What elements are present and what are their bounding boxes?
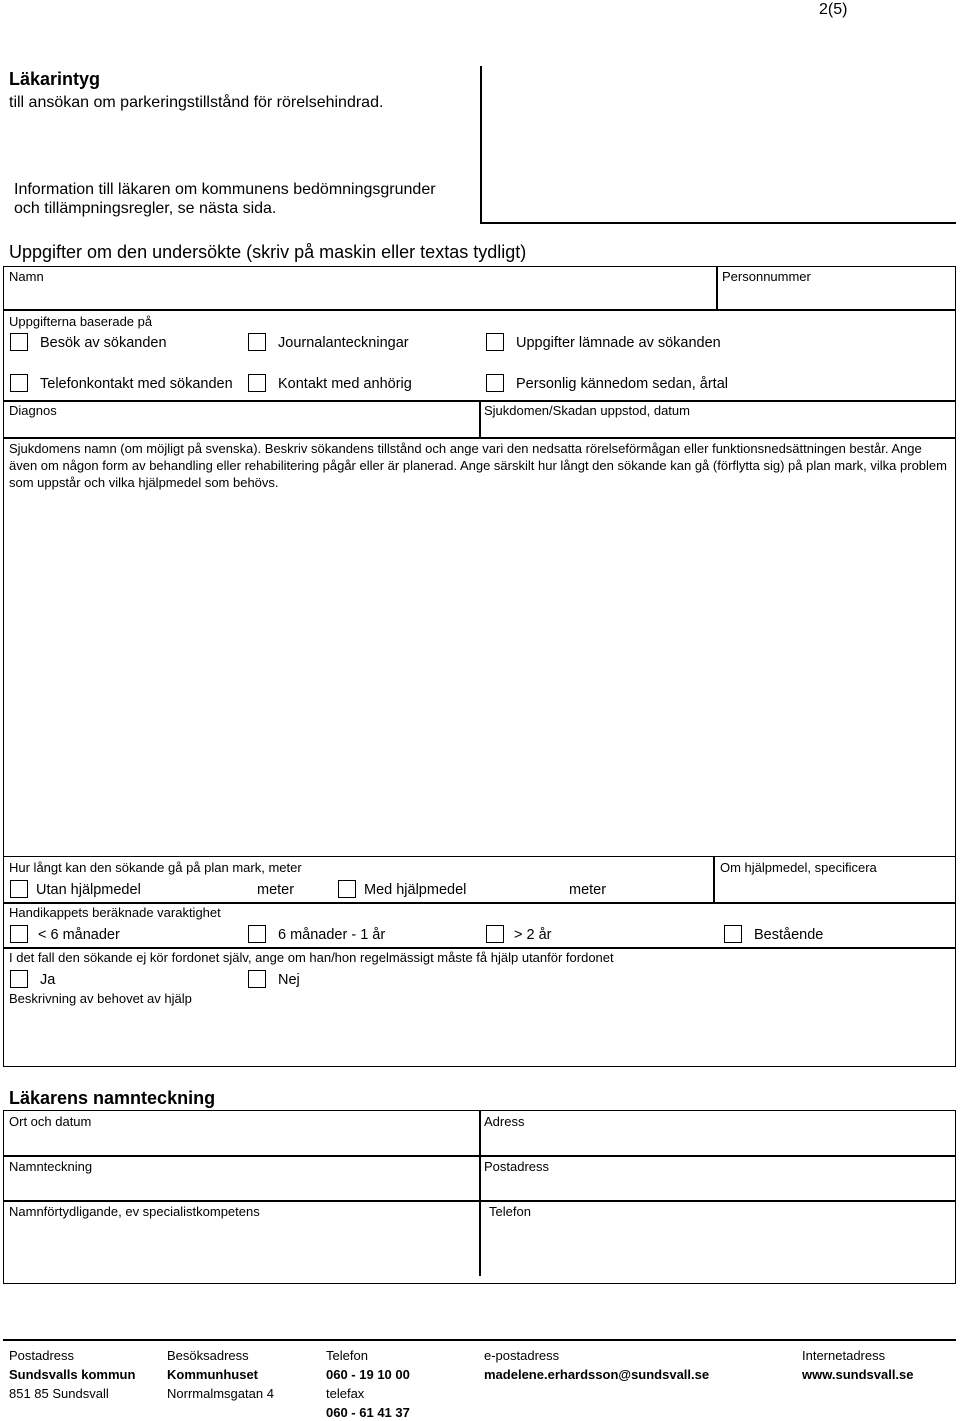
duration-option-3-label: 2 år (526, 927, 552, 943)
checkbox-phone-contact[interactable] (10, 374, 28, 392)
based-on-label: Uppgifterna baserade på (9, 314, 153, 329)
name-field[interactable] (6, 285, 712, 307)
stamp-box-left-border (480, 66, 482, 223)
driver-help-label: I det fall den sökande ej kör fordonet själv, ange om han/hon regelmässigt måste få hjälp utanför fordonet (9, 950, 614, 965)
duration-option-2-label: 6 månader - 1 år (278, 927, 386, 943)
less-than-symbol: < (38, 927, 47, 943)
footer-visiting-label: Besöksadress (167, 1348, 249, 1363)
footer-postal-city: 851 85 Sundsvall (9, 1386, 109, 1401)
aid-specify-label: Om hjälpmedel, specificera (720, 860, 877, 875)
personnummer-label: Personnummer (722, 269, 811, 284)
checkbox-visit[interactable] (10, 333, 28, 351)
meter-unit-2: meter (569, 882, 607, 898)
checkbox-no[interactable] (248, 970, 266, 988)
footer-postal-name: Sundsvalls kommun (9, 1367, 136, 1382)
aid-spec-divider (713, 856, 715, 903)
yes-label: Ja (40, 972, 56, 988)
signature-column-divider (479, 1110, 481, 1276)
option-personal-knowledge-label: Personlig kännedom sedan, årtal (516, 376, 728, 392)
info-line-2: och tillämpningsregler, se nästa sida. (14, 200, 277, 217)
footer-divider (3, 1339, 956, 1341)
personnummer-field[interactable] (720, 285, 952, 307)
info-line-1: Information till läkaren om kommunens bedömningsgrunder (14, 181, 436, 198)
footer-web-link[interactable]: www.sundsvall.se (802, 1367, 914, 1382)
duration-option-3 (514, 927, 552, 944)
signature-heading: Läkarens namnteckning (9, 1088, 216, 1108)
address-label: Adress (484, 1114, 525, 1129)
place-date-label: Ort och datum (9, 1114, 92, 1129)
checkbox-with-aid[interactable] (338, 880, 356, 898)
footer-email-label: e-postadress (484, 1348, 560, 1363)
phone-field[interactable] (483, 1220, 953, 1276)
condition-description-field[interactable] (6, 495, 952, 853)
footer-visiting-building: Kommunhuset (167, 1367, 258, 1382)
checkbox-more-than-2-years[interactable] (486, 925, 504, 943)
patient-section-heading: Uppgifter om den undersökte (skriv på maskin eller textas tydligt) (9, 242, 527, 262)
signature-row-2-bottom (3, 1200, 956, 1202)
checkbox-journal[interactable] (248, 333, 266, 351)
option-relative-contact-label: Kontakt med anhörig (278, 376, 412, 392)
checkbox-personal-knowledge[interactable] (486, 374, 504, 392)
footer-visiting-street: Norrmalmsgatan 4 (167, 1386, 274, 1401)
onset-date-label: Sjukdomen/Skadan uppstod, datum (484, 403, 690, 418)
condition-description-instructions: Sjukdomens namn (om möjligt på svenska). Beskriv sökandens tillstånd och ange vari den nedsatta rörelseförmågan eller funktionsnedsättningen består. Ange även om någon form av behandling eller rehabilitering pågår eller är planerad. Ange särskilt hur långt den sökande kan gå (förflytta sig) på plan mark, vilka problem som uppstår och vilka hjälpmedel som behövs. (9, 441, 947, 490)
duration-label: Handikappets beräknade varaktighet (9, 905, 221, 920)
footer-fax-number: 060 - 61 41 37 (326, 1405, 410, 1420)
postal-address-label: Postadress (484, 1159, 550, 1174)
option-visit-label: Besök av sökanden (40, 335, 167, 351)
duration-option-1 (38, 927, 120, 944)
checkbox-without-aid[interactable] (10, 880, 28, 898)
form-subtitle: till ansökan om parkeringstillstånd för rörelsehindrad. (9, 94, 384, 111)
signature-row-1-bottom (3, 1155, 956, 1157)
checkbox-permanent[interactable] (724, 925, 742, 943)
checkbox-relative-contact[interactable] (248, 374, 266, 392)
signature-field[interactable] (6, 1175, 476, 1197)
greater-than-symbol: > (514, 927, 523, 943)
help-need-field[interactable] (6, 1008, 952, 1064)
name-clarification-field[interactable] (6, 1220, 476, 1276)
option-phone-contact-label: Telefonkontakt med sökanden (40, 376, 233, 392)
with-aid-label: Med hjälpmedel (364, 882, 467, 898)
footer-web-label: Internetadress (802, 1348, 886, 1363)
page-number: 2(5) (819, 1, 848, 18)
checkbox-6-months-1-year[interactable] (248, 925, 266, 943)
walking-row-bottom (3, 902, 956, 904)
stamp-box-bottom-border (480, 222, 956, 224)
no-label: Nej (278, 972, 300, 988)
without-aid-label: Utan hjälpmedel (36, 882, 141, 898)
diagnosis-label: Diagnos (9, 403, 57, 418)
option-journal-label: Journalanteckningar (278, 335, 409, 351)
footer-postal-label: Postadress (9, 1348, 75, 1363)
meter-unit-1: meter (257, 882, 295, 898)
diagnosis-divider (479, 400, 481, 438)
phone-label: Telefon (489, 1204, 531, 1219)
footer-phone-number: 060 - 19 10 00 (326, 1367, 410, 1382)
diagnosis-row-bottom (3, 437, 956, 439)
footer-phone-label: Telefon (326, 1348, 368, 1363)
walking-distance-label: Hur långt kan den sökande gå på plan mark, meter (9, 860, 302, 875)
form-title: Läkarintyg (9, 69, 101, 89)
option-applicant-info-label: Uppgifter lämnade av sökanden (516, 335, 721, 351)
footer-email-link[interactable]: madelene.erhardsson@sundsvall.se (484, 1367, 710, 1382)
address-field[interactable] (483, 1130, 953, 1152)
place-date-field[interactable] (6, 1130, 476, 1152)
checkbox-less-than-6-months[interactable] (10, 925, 28, 943)
name-clarification-label: Namnförtydligande, ev specialistkompetens (9, 1204, 260, 1219)
name-pnr-divider (716, 266, 718, 310)
postal-address-field[interactable] (483, 1175, 953, 1197)
duration-row-bottom (3, 947, 956, 949)
name-row-bottom (3, 309, 956, 311)
signature-label: Namnteckning (9, 1159, 93, 1174)
duration-option-4-label: Bestående (754, 927, 824, 943)
duration-option-1-label: 6 månader (50, 927, 120, 943)
checkbox-applicant-info[interactable] (486, 333, 504, 351)
name-label: Namn (9, 269, 44, 284)
footer-fax-label: telefax (326, 1386, 365, 1401)
help-need-label: Beskrivning av behovet av hjälp (9, 991, 192, 1006)
checkbox-yes[interactable] (10, 970, 28, 988)
